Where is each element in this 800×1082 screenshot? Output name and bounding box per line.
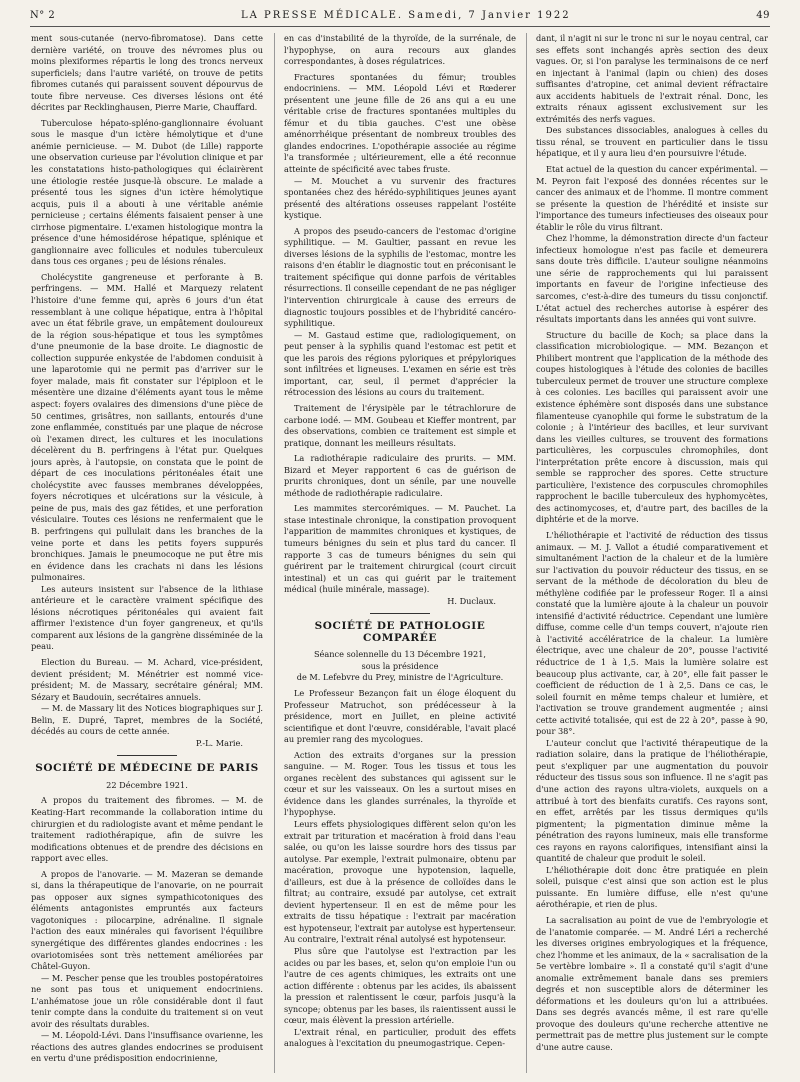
column-1 [31, 33, 263, 1078]
page-number: N° 2 [30, 9, 56, 21]
article-pseudo-cancers: A propos des pseudo-cancers de l'estomac d'origine syphilitique. — M. Gaultier, passant en revue les diverses lésions de la syphilis de l'estomac, montre les raisons d'en établir le diagnostic tout en préconisant le traitement spécifique qui donne parfois de véritables résurrections. Il conseille cependant de ne pas négliger l'intervention chirurgicale à cause des erreurs de diagnostic toujours possibles et de l'hybridité cancéro-syphilitique. [284, 225, 516, 329]
paragraph: L'extrait rénal, en particulier, produit des effets analogues à l'excitation du pneumogastrique. Cepen- [284, 1026, 516, 1049]
paragraph: — M. Gastaud estime que, radiologiquement, on peut penser à la syphilis quand l'estomac est petit et que les parois des régions pyloriques et prépyloriques sont infiltrées et ligneuses. L'examen en série est très important, car, seul, il permet d'apprécier la rétrocession des lésions au cours du traitement. [284, 329, 516, 398]
paragraph: — M. Léopold-Lévi. Dans l'insuffisance ovarienne, les réactions des autres glandes endocrines se produisent en vertu d'une prédisposition endocrinienne, [31, 1030, 263, 1064]
article-cholecystite: Cholécystite gangreneuse et perforante à B. perfringens. — MM. Hallé et Marquezy relatent l'histoire d'une femme qui, après 6 jours d'un état ressemblant à une colique hépatique, entra à l'hôpital avec un état fébrile grave, un empâtement douloureux de la région sous-hépatique et tous les symptômes d'une pneumonie de la base droite. Le diagnostic de collection suppurée enkystée de l'abdomen conduisit à une laparotomie qui ne permit pas d'arriver sur le foyer malade, mais fit constater sur l'épiploon et le mésentère une dizaine d'éléments ayant tous le même aspect: foyers ovalaires des dimensions d'une pièce de 50 centimes, grisâtres, non saillants, entourés d'une zone enflammée, constitués par une plaque de nécrose où l'examen direct, les cultures et les inoculations décelèrent du B. perfringens à l'état pur. Quelques jours après, à l'autopsie, on constata que le point de départ de ces inoculations péritonéales était une cholécystite avec fausses membranes développées, foyers nécrotiques et ulcérations sur la vésicule, à peine de pus, mais des gaz fétides, et une perforation vésiculaire. Toutes ces lésions ne renfermaient que le B. perfringens qui pullulait dans les branches de la veine porte et dans les petits foyers suppurés bronchiques. Jamais le pneumocoque ne put être mis en évidence dans les crachats ni dans les lésions pulmonaires. [31, 271, 263, 583]
paragraph: Chez l'homme, la démonstration directe d'un facteur infectieux homologue n'est pas facile et demeurera sans doute très difficile. L'auteur souligne néanmoins une série de rapprochements qui lui paraissent importants en faveur de l'origine infectieuse des sarcomes, c'est-à-dire des tumeurs du tissu conjonctif. L'état actuel des recherches autorise à espérer des résultats importants dans les années qui vont suivre. [536, 233, 768, 325]
paragraph: L'héliothérapie doit donc être pratiquée en plein soleil, puisque c'est ainsi que son action est le plus puissante. En lumière diffuse, elle n'est qu'une aérothérapie, et rien de plus. [536, 864, 768, 910]
column-3 [536, 33, 768, 1078]
society-heading: SOCIÉTÉ DE MÉDECINE DE PARIS [35, 762, 259, 775]
article-eloge: Le Professeur Bezançon fait un éloge éloquent du Professeur Matruchot, son prédécesseur à la présidence, mort en Juillet, en pleine activité scientifique et dont l'œuvre, considérable, l'avait placé au premier rang des mycologues. [284, 687, 516, 745]
article-election: Election du Bureau. — M. Achard, vice-président, devient président; M. Ménétrier est nommé vice-président; M. de Massary, secrétaire général; MM. Sézary et Baudouin, secrétaires annuels. [31, 656, 263, 702]
author-signature: P.-L. Marie. [195, 737, 243, 748]
column-2 [284, 33, 516, 1078]
section-rule [370, 613, 430, 614]
article-radiotherapie: La radiothérapie radiculaire des prurits. — MM. Bizard et Meyer rapportent 6 cas de guérison de prurits chroniques, dont un sénile, par une nouvelle méthode de radiothérapie radiculaire. [284, 453, 516, 498]
article-fractures: Fractures spontanées du fémur; troubles endocriniens. — MM. Léopold Lévi et Rœderer présentent une jeune fille de 26 ans qui a eu une véritable crise de fractures spontanées multiples du fémur et du tibia gauches. C'est une obèse aménorrhéique présentant de nombreux troubles des glandes endocrines. L'opothérapie associée au régime l'a transformée ; ultérieurement, elle a été reconnue atteinte de spécificité avec tabes fruste. [284, 71, 516, 175]
journal-title: LA PRESSE MÉDICALE. Samedi, 7 Janvier 1922 [240, 9, 571, 21]
paragraph: Des substances dissociables, analogues à celles du tissu rénal, se trouvent en particulier dans le tissu hépatique, et il y aura lieu d'en poursuivre l'étude. [536, 125, 768, 159]
paragraph: Leurs effets physiologiques diffèrent selon qu'on les extrait par trituration et macération à froid dans l'eau salée, ou qu'on les laisse sourdre hors des tissus par autolyse. Par exemple, l'extrait pulmonaire, obtenu par macération, provoque une hypotension, laquelle, d'ailleurs, est due à la présence de colloïdes dans le filtrat; au contraire, exsudé par autolyse, cet extrait devient hypertenseur. Il en est de même pour les extraits de tissu hépatique : l'extrait par macération est hypotenseur, l'extrait par autolyse est hypertenseur. Au contraire, l'extrait rénal autolysé est hypotenseur. [284, 819, 516, 945]
article-heliotherapie: L'héliothérapie et l'activité de réduction des tissus animaux. — M. J. Vallot a étudié comparativement et simultanément l'action de la chaleur et de la lumière sur l'activation du pouvoir réducteur des tissus, en se servant de la méthode de décoloration du bleu de méthylène codifiée par le professeur Roger. Il a ainsi constaté que la lumière ajoute à la chaleur un pouvoir intensifié d'activité réductrice. Cependant une lumière diffuse, comme celle d'un temps couvert, n'ajoute rien à l'activité accélératrice de la chaleur. La lumière électrique, avec une chaleur de 20°, pousse l'activité réductrice de 1 à 1,5. Mais la lumière solaire est beaucoup plus activante, car, à 20°, elle fait passer le coefficient de réduction de 1 à 2,5. Dans ce cas, le soleil fournit en même temps chaleur et lumière, et l'activation se trouve grandement augmentée ; ainsi cette activité totalisée, qui est de 22 à 20°, passe à 90, pour 38°. [536, 529, 768, 737]
paragraph: dant, il n'agit ni sur le tronc ni sur le noyau central, car ses effets sont inchangés après section des deux vagues. Or, si l'on paralyse les terminaisons de ce nerf en injectant à l'animal (lapin ou chien) des doses suffisantes d'atropine, cet animal devient réfractaire aux accidents habituels de l'extrait rénal. Donc, les extraits rénaux agissent exclusivement sur les extrémités des nerfs vagues. [536, 33, 768, 124]
paragraph: ment sous-cutanée (nervo-fibromatose). Dans cette dernière variété, on trouve des névromes plus ou moins plexiformes répartis le long des troncs nerveux superficiels; dans l'autre variété, on trouve de petits fibromes cutanés qui paraissent souvent dépourvus de toute fibre nerveuse. Ces diverses lésions ont été décrites par Recklinghausen, Pierre Marie, Chauffard. [31, 33, 263, 113]
article-erysipele: Traitement de l'érysipèle par le tétrachlorure de carbone iodé. — MM. Goubeau et Kieffer montrent, par des observations, combien ce traitement est simple et pratique, donnant les meilleurs résultats. [284, 402, 516, 448]
running-header [30, 6, 770, 24]
column-divider [526, 33, 527, 1073]
session-line: sous la présidence [361, 660, 439, 671]
session-line: Séance solennelle du 13 Décembre 1921, [313, 649, 487, 660]
session-line: de M. Lefebvre du Prey, ministre de l'Agriculture. [296, 672, 504, 683]
paragraph: Plus sûre que l'autolyse est l'extraction par les acides ou par les bases, et, selon qu'on emploie l'un ou l'autre de ces agents chimiques, les extraits ont une action différente : obtenus par les acides, ils abaissent la pression et ralentissent le cœur, parfois jusqu'à la syncope; obtenus par les bases, ils raientissent aussi le cœur, mais élèvent la pression artérielle. [284, 946, 516, 1026]
column-divider [274, 33, 275, 1073]
society-heading: SOCIÉTÉ DE PATHOLOGIE COMPARÉE [314, 620, 486, 644]
header-rule [30, 26, 770, 27]
article-anovarie: A propos de l'anovarie. — M. Mazeran se demande si, dans la thérapeutique de l'anovarie, on ne pourrait pas opposer aux signes sympathicotoniques des éléments antagonistes empruntés aux facteurs vagotoniques : pilocarpine, adrénaline. Il signale l'action des eaux minérales qui favorisent l'équilibre synergétique des différentes glandes endocrines : les ovariotomisées sont très nettement améliorées par Châtel-Guyon. [31, 868, 263, 972]
article-extraits: Action des extraits d'organes sur la pression sanguine. — M. Roger. Tous les tissus et tous les organes recèlent des substances qui agissent sur le cœur et sur les vaisseaux. On les a surtout mises en évidence dans les glandes surrénales, la thyroïde et l'hypophyse. [284, 749, 516, 818]
article-tuberculose: Tuberculose hépato-spléno-ganglionnaire évoluant sous le masque d'un ictère hémolytique et d'une anémie pernicieuse. — M. Dubot (de Lille) rapporte une observation curieuse par l'évolution clinique et par les constatations histo-pathologiques qui éclairèrent une étiologie restée jusque-là obscure. Le malade a présenté tous les signes d'un ictère hémolytique acquis, puis il a abouti à une véritable anémie pernicieuse ; certains éléments faisaient penser à une cirrhose pigmentaire. L'examen histologique montra la présence d'une hémosidérose hépatique, splénique et ganglionnaire avec follicules et nodules tuberculeux dans tous ces organes ; peu de lésions rénales. [31, 117, 263, 267]
author-signature: H. Duclaux. [447, 595, 496, 606]
article-fibromes: A propos du traitement des fibromes. — M. de Keating-Hart recommande la collaboration intime du chirurgien et du radiologiste avant et même pendant le traitement radiothérapique, afin de suivre les modifications obtenues et de prendre des décisions en rapport avec elles. [31, 795, 263, 864]
article-bacille: Structure du bacille de Koch; sa place dans la classification microbiologique. — MM. Bezançon et Philibert montrent que l'application de la méthode des coupes histologiques à l'étude des colonies de bacilles tuberculeux permet de trouver une structure complexe à ces colonies. Les bacilles qui paraissent avoir une existence éphémère sont disposés dans une substance filamenteuse cyanophile qui forme le substratum de la colonie ; à l'intérieur des bacilles, et leur survivant dans les vieilles cultures, se trouvent des formations particulières, les corpuscules chromophiles, dont l'interprétation prête encore à discussion, mais qui semble se rapprocher des spores. Cette structure particulière, l'existence des corpuscules chromophiles rapprochent le bacille tuberculeux des hyphomycètes, des actinomycoses, et, d'autre part, des bacilles de la diphtérie et de la morve. [536, 329, 768, 525]
session-date: 22 Décembre 1921. [106, 779, 188, 790]
article-sacralisation: La sacralisation au point de vue de l'embryologie et de l'anatomie comparée. — M. André Léri a recherché les diverses origines embryologiques et la fréquence, chez l'homme et les animaux, de la « sacralisation de la 5e vertèbre lombaire ». Il a constaté qu'il s'agit d'une anomalie extrêmement banale dans ses premiers degrés et non susceptible alors de déterminer les déformations et les douleurs qu'on lui a attribuées. Dans ses degrés avancés même, il est rare qu'elle provoque des douleurs qu'une recherche attentive ne permettrait pas de mettre plus justement sur le compte d'une autre cause. [536, 915, 768, 1053]
paragraph: L'auteur conclut que l'activité thérapeutique de la radiation solaire, dans la pratique de l'héliothérapie, peut s'expliquer par une augmentation du pouvoir réducteur des tissus sous son influence. Il ne s'agit pas d'une action des rayons ultra-violets, auxquels on a attribué à tort des bienfaits curatifs. Ces rayons sont, en effet, arrêtés par les tissus dermiques qu'ils pigmentent; la pigmentation diminue même la pénétration des rayons lumineux, mais elle transforme ces rayons en rayons calorifiques, intensifiant ainsi la quantité de chaleur que produit le soleil. [536, 737, 768, 864]
paragraph: — M. Pescher pense que les troubles postopératoires ne sont pas tous et uniquement endocriniens. L'anhématose joue un rôle considérable dont il faut tenir compte dans la conduite du traitement si on veut avoir des résultats durables. [31, 972, 263, 1029]
paragraph: en cas d'instabilité de la thyroïde, de la surrénale, de l'hypophyse, on aura recours aux glandes correspondantes, à doses régulatrices. [284, 33, 516, 67]
section-rule [117, 755, 177, 756]
article-cancer: Etat actuel de la question du cancer expérimental. — M. Peyron fait l'exposé des données récentes sur le cancer des animaux et de l'homme. Il montre comment se présente la question de l'hérédité et insiste sur l'importance des tumeurs infectieuses des oiseaux pour établir le rôle du virus filtrant. [536, 164, 768, 232]
paragraph: Les auteurs insistent sur l'absence de la lithiase antérieure et le caractère vraiment spécifique des lésions nécrotiques péritonéales qui avaient fait affirmer l'existence d'un foyer gangreneux, et qu'ils comparent aux lésions de la gangrène disséminée de la peau. [31, 583, 263, 652]
folio-number: 49 [756, 9, 770, 21]
article-mammites: Les mammites stercorémiques. — M. Pauchet. La stase intestinale chronique, la constipation provoquent l'apparition de mammites chroniques et kystiques, de tumeurs bénignes du sein et plus tard du cancer. Il rapporte 3 cas de tumeurs bénignes du sein qui guérirent par le traitement chirurgical (court circuit intestinal) et un cas qui guérit par le traitement médical (huile minérale, massage). [284, 503, 516, 595]
paragraph: — M. Mouchet a vu survenir des fractures spontanées chez des hérédo-syphilitiques jeunes ayant présenté des altérations osseuses rappelant l'ostéite kystique. [284, 175, 516, 221]
paragraph: — M. de Massary lit des Notices biographiques sur J. Belin, E. Dupré, Tapret, membres de la Société, décédés au cours de cette année. [31, 703, 263, 737]
